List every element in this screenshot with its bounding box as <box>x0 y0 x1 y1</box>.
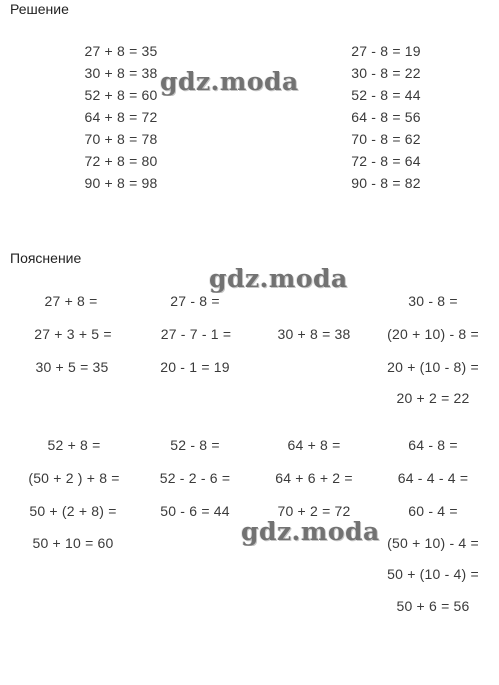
explanation-equation: 64 - 8 = <box>408 437 458 453</box>
explanation-equation: 50 - 6 = 44 <box>160 503 230 519</box>
solution-equation: 52 + 8 = 60 <box>84 87 158 103</box>
explanation-equation: 50 + (2 + 8) = <box>29 503 117 519</box>
explanation-equation: 70 + 2 = 72 <box>277 503 351 519</box>
explanation-equation: 20 + (10 - 8) = <box>387 359 479 375</box>
solution-equation: 27 + 8 = 35 <box>84 43 158 59</box>
explanation-equation: (50 + 10) - 4 = <box>387 535 479 551</box>
solution-equation: 52 - 8 = 44 <box>351 87 421 103</box>
solution-equation: 72 - 8 = 64 <box>351 153 421 169</box>
solution-equation: 27 - 8 = 19 <box>351 43 421 59</box>
explanation-equation: 30 + 8 = 38 <box>277 326 351 342</box>
solution-equation: 90 + 8 = 98 <box>84 175 158 191</box>
explanation-equation: 27 + 8 = <box>44 293 98 309</box>
explanation-equation: 52 - 8 = <box>170 437 220 453</box>
solution-equation: 70 + 8 = 78 <box>84 131 158 147</box>
explanation-equation: 27 - 7 - 1 = <box>160 326 232 342</box>
explanation-equation: 27 - 8 = <box>170 293 220 309</box>
explanation-equation: 20 + 2 = 22 <box>396 390 470 406</box>
explanation-equation: 64 - 4 - 4 = <box>397 470 469 486</box>
explanation-equation: 64 + 8 = <box>287 437 341 453</box>
solution-heading: Решение <box>10 1 69 17</box>
explanation-equation: 64 + 6 + 2 = <box>275 470 353 486</box>
explanation-equation: 52 - 2 - 6 = <box>159 470 231 486</box>
solution-equation: 64 - 8 = 56 <box>351 109 421 125</box>
explanation-equation: 50 + 6 = 56 <box>396 598 470 614</box>
solution-equation: 90 - 8 = 82 <box>351 175 421 191</box>
explanation-equation: 50 + 10 = 60 <box>32 535 114 551</box>
explanation-equation: (20 + 10) - 8 = <box>387 326 479 342</box>
explanation-equation: 60 - 4 = <box>408 503 458 519</box>
solution-equation: 30 - 8 = 22 <box>351 65 421 81</box>
explanation-equation: 30 + 5 = 35 <box>35 359 109 375</box>
explanation-heading: Пояснение <box>10 250 82 266</box>
solution-equation: 70 - 8 = 62 <box>351 131 421 147</box>
explanation-equation: 50 + (10 - 4) = <box>387 566 479 582</box>
explanation-equation: 27 + 3 + 5 = <box>34 326 112 342</box>
solution-equation: 64 + 8 = 72 <box>84 109 158 125</box>
explanation-equation: (50 + 2 ) + 8 = <box>28 470 120 486</box>
watermark: gdz.moda <box>241 517 380 546</box>
explanation-equation: 30 - 8 = <box>408 293 458 309</box>
watermark: gdz.moda <box>160 67 299 96</box>
solution-equation: 72 + 8 = 80 <box>84 153 158 169</box>
explanation-equation: 20 - 1 = 19 <box>160 359 230 375</box>
explanation-equation: 52 + 8 = <box>47 437 101 453</box>
solution-equation: 30 + 8 = 38 <box>84 65 158 81</box>
watermark: gdz.moda <box>209 264 348 293</box>
